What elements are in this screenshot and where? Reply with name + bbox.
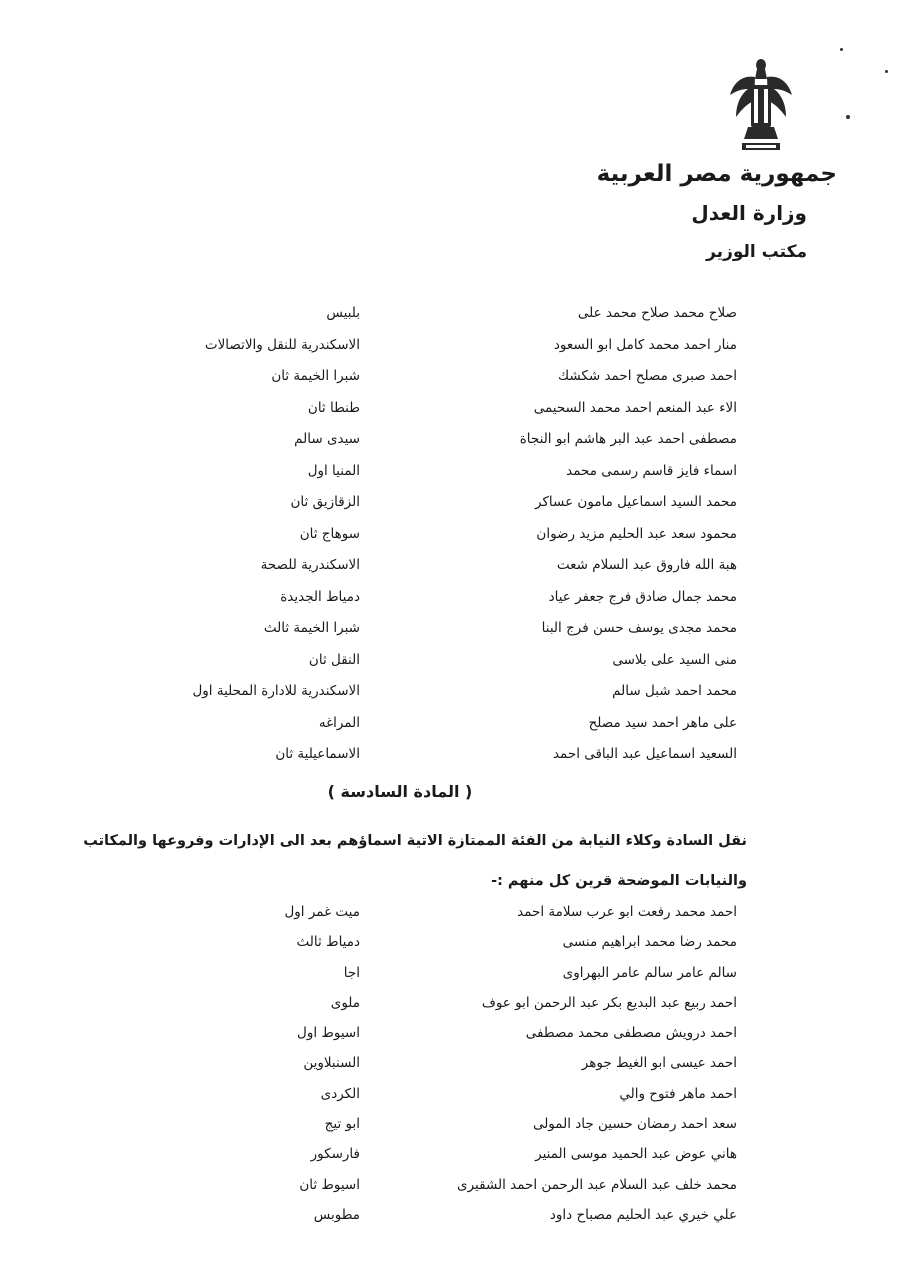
destination: الزقازيق ثان [290,494,360,510]
person-name: احمد ماهر فتوح والي [619,1085,737,1102]
header-office: مكتب الوزير [706,242,807,262]
destination: سوهاج ثان [299,525,360,542]
list-item [0,929,897,959]
destination: شبرا الخيمة ثالث [263,620,360,636]
person-name: محمد رضا محمد ابراهيم منسى [562,934,737,951]
person-name: محمد السيد اسماعيل مامون عساكر [535,494,737,510]
list-item [0,710,897,742]
list-item [0,1111,897,1141]
destination: النقل ثان [308,651,360,668]
list-item [0,1020,897,1050]
destination: الاسكندرية للصحة [260,557,360,573]
list-item [0,426,897,458]
person-name: احمد صبرى مصلح احمد شكشك [557,368,737,384]
destination: دمياط الجديدة [280,588,360,605]
person-name: سالم عامر سالم عامر البهراوى [562,964,737,981]
eagle-emblem-icon [726,55,796,155]
destination: بلبيس [326,305,360,321]
person-name: محمد خلف عبد السلام عبد الرحمن احمد الشقيرى [457,1176,737,1193]
scan-speck [846,115,850,119]
person-name: محمد مجدى يوسف حسن فرج البنا [541,620,737,636]
person-name: احمد محمد رفعت ابو عرب سلامة احمد [517,904,737,920]
person-name: السعيد اسماعيل عبد الباقى احمد [552,746,737,762]
person-name: الاء عبد المنعم احمد محمد السحيمى [533,399,737,416]
person-name: مصطفى احمد عبد البر هاشم ابو النجاة [519,431,737,447]
destination: المراغه [318,714,360,731]
destination: السنبلاوين [303,1055,360,1072]
list-item [0,1202,897,1232]
scan-speck [885,70,888,73]
destination: الاسماعيلية ثان [275,746,360,762]
list-item [0,899,897,929]
destination: اسيوط ثان [299,1176,360,1193]
person-name: صلاح محمد صلاح محمد على [577,305,737,321]
person-name: محمود سعد عبد الحليم مزيد رضوان [536,525,737,542]
list-item [0,521,897,553]
list-item [0,1081,897,1111]
list-item [0,489,897,521]
list-item [0,990,897,1020]
person-name: على ماهر احمد سيد مصلح [588,714,737,731]
person-name: محمد احمد شبل سالم [612,683,737,699]
header-country: جمهورية مصر العربية [596,161,837,187]
list-item [0,1050,897,1080]
person-name: سعد احمد رمضان حسين جاد المولى [532,1116,737,1133]
list-item [0,741,897,773]
person-name: احمد درويش مصطفى محمد مصطفى [525,1025,737,1042]
list-item [0,615,897,647]
destination: الاسكندرية للنقل والاتصالات [204,336,360,353]
destination: اجا [343,964,360,981]
list-item [0,960,897,990]
transfer-list-2 [0,899,897,1232]
list-item [0,458,897,490]
list-item [0,647,897,679]
ministry-header [597,155,837,271]
list-item [0,395,897,427]
destination: دمياط ثالث [296,934,360,951]
list-item [0,1172,897,1202]
header-ministry: وزارة العدل [691,201,807,225]
scan-speck [840,48,843,51]
destination: ميت غمر اول [284,904,360,920]
destination: اسيوط اول [297,1025,360,1042]
person-name: علي خيري عبد الحليم مصباح داود [549,1206,737,1223]
paragraph-line-1: نقل السادة وكلاء النيابة من الفئة الممتازة الاتية اسماؤهم بعد الى الإدارات وفروعها والمكاتب [83,833,747,849]
transfer-list-1 [0,300,897,773]
article-heading: ( المادة السادسة ) [327,782,473,801]
person-name: احمد ربيع عبد البديع بكر عبد الرحمن ابو عوف [481,994,737,1011]
paragraph-line-2: والنيابات الموضحة قرين كل منهم :- [491,873,747,889]
list-item [0,552,897,584]
list-item [0,584,897,616]
person-name: محمد جمال صادق فرج جعفر عياد [548,588,737,605]
destination: شبرا الخيمة ثان [271,368,360,384]
person-name: هاني عوض عبد الحميد موسى المنير [535,1146,737,1163]
person-name: اسماء فايز قاسم رسمى محمد [566,462,737,479]
person-name: احمد عيسى ابو الغيط جوهر [581,1055,737,1072]
destination: المنيا اول [307,462,360,479]
list-item [0,332,897,364]
list-item [0,678,897,710]
destination: مطوبس [313,1206,360,1223]
list-item [0,300,897,332]
destination: سيدى سالم [294,431,360,447]
destination: الكردى [320,1085,360,1102]
destination: فارسكور [310,1146,360,1163]
person-name: منار احمد محمد كامل ابو السعود [553,336,737,353]
list-item [0,1141,897,1171]
destination: ابو تيج [324,1116,360,1133]
destination: طنطا ثان [307,399,360,416]
person-name: منى السيد على بلاسى [612,651,737,668]
destination: الاسكندرية للادارة المحلية اول [192,683,360,699]
list-item [0,363,897,395]
person-name: هبة الله فاروق عبد السلام شعت [556,557,737,573]
destination: ملوى [330,994,360,1011]
